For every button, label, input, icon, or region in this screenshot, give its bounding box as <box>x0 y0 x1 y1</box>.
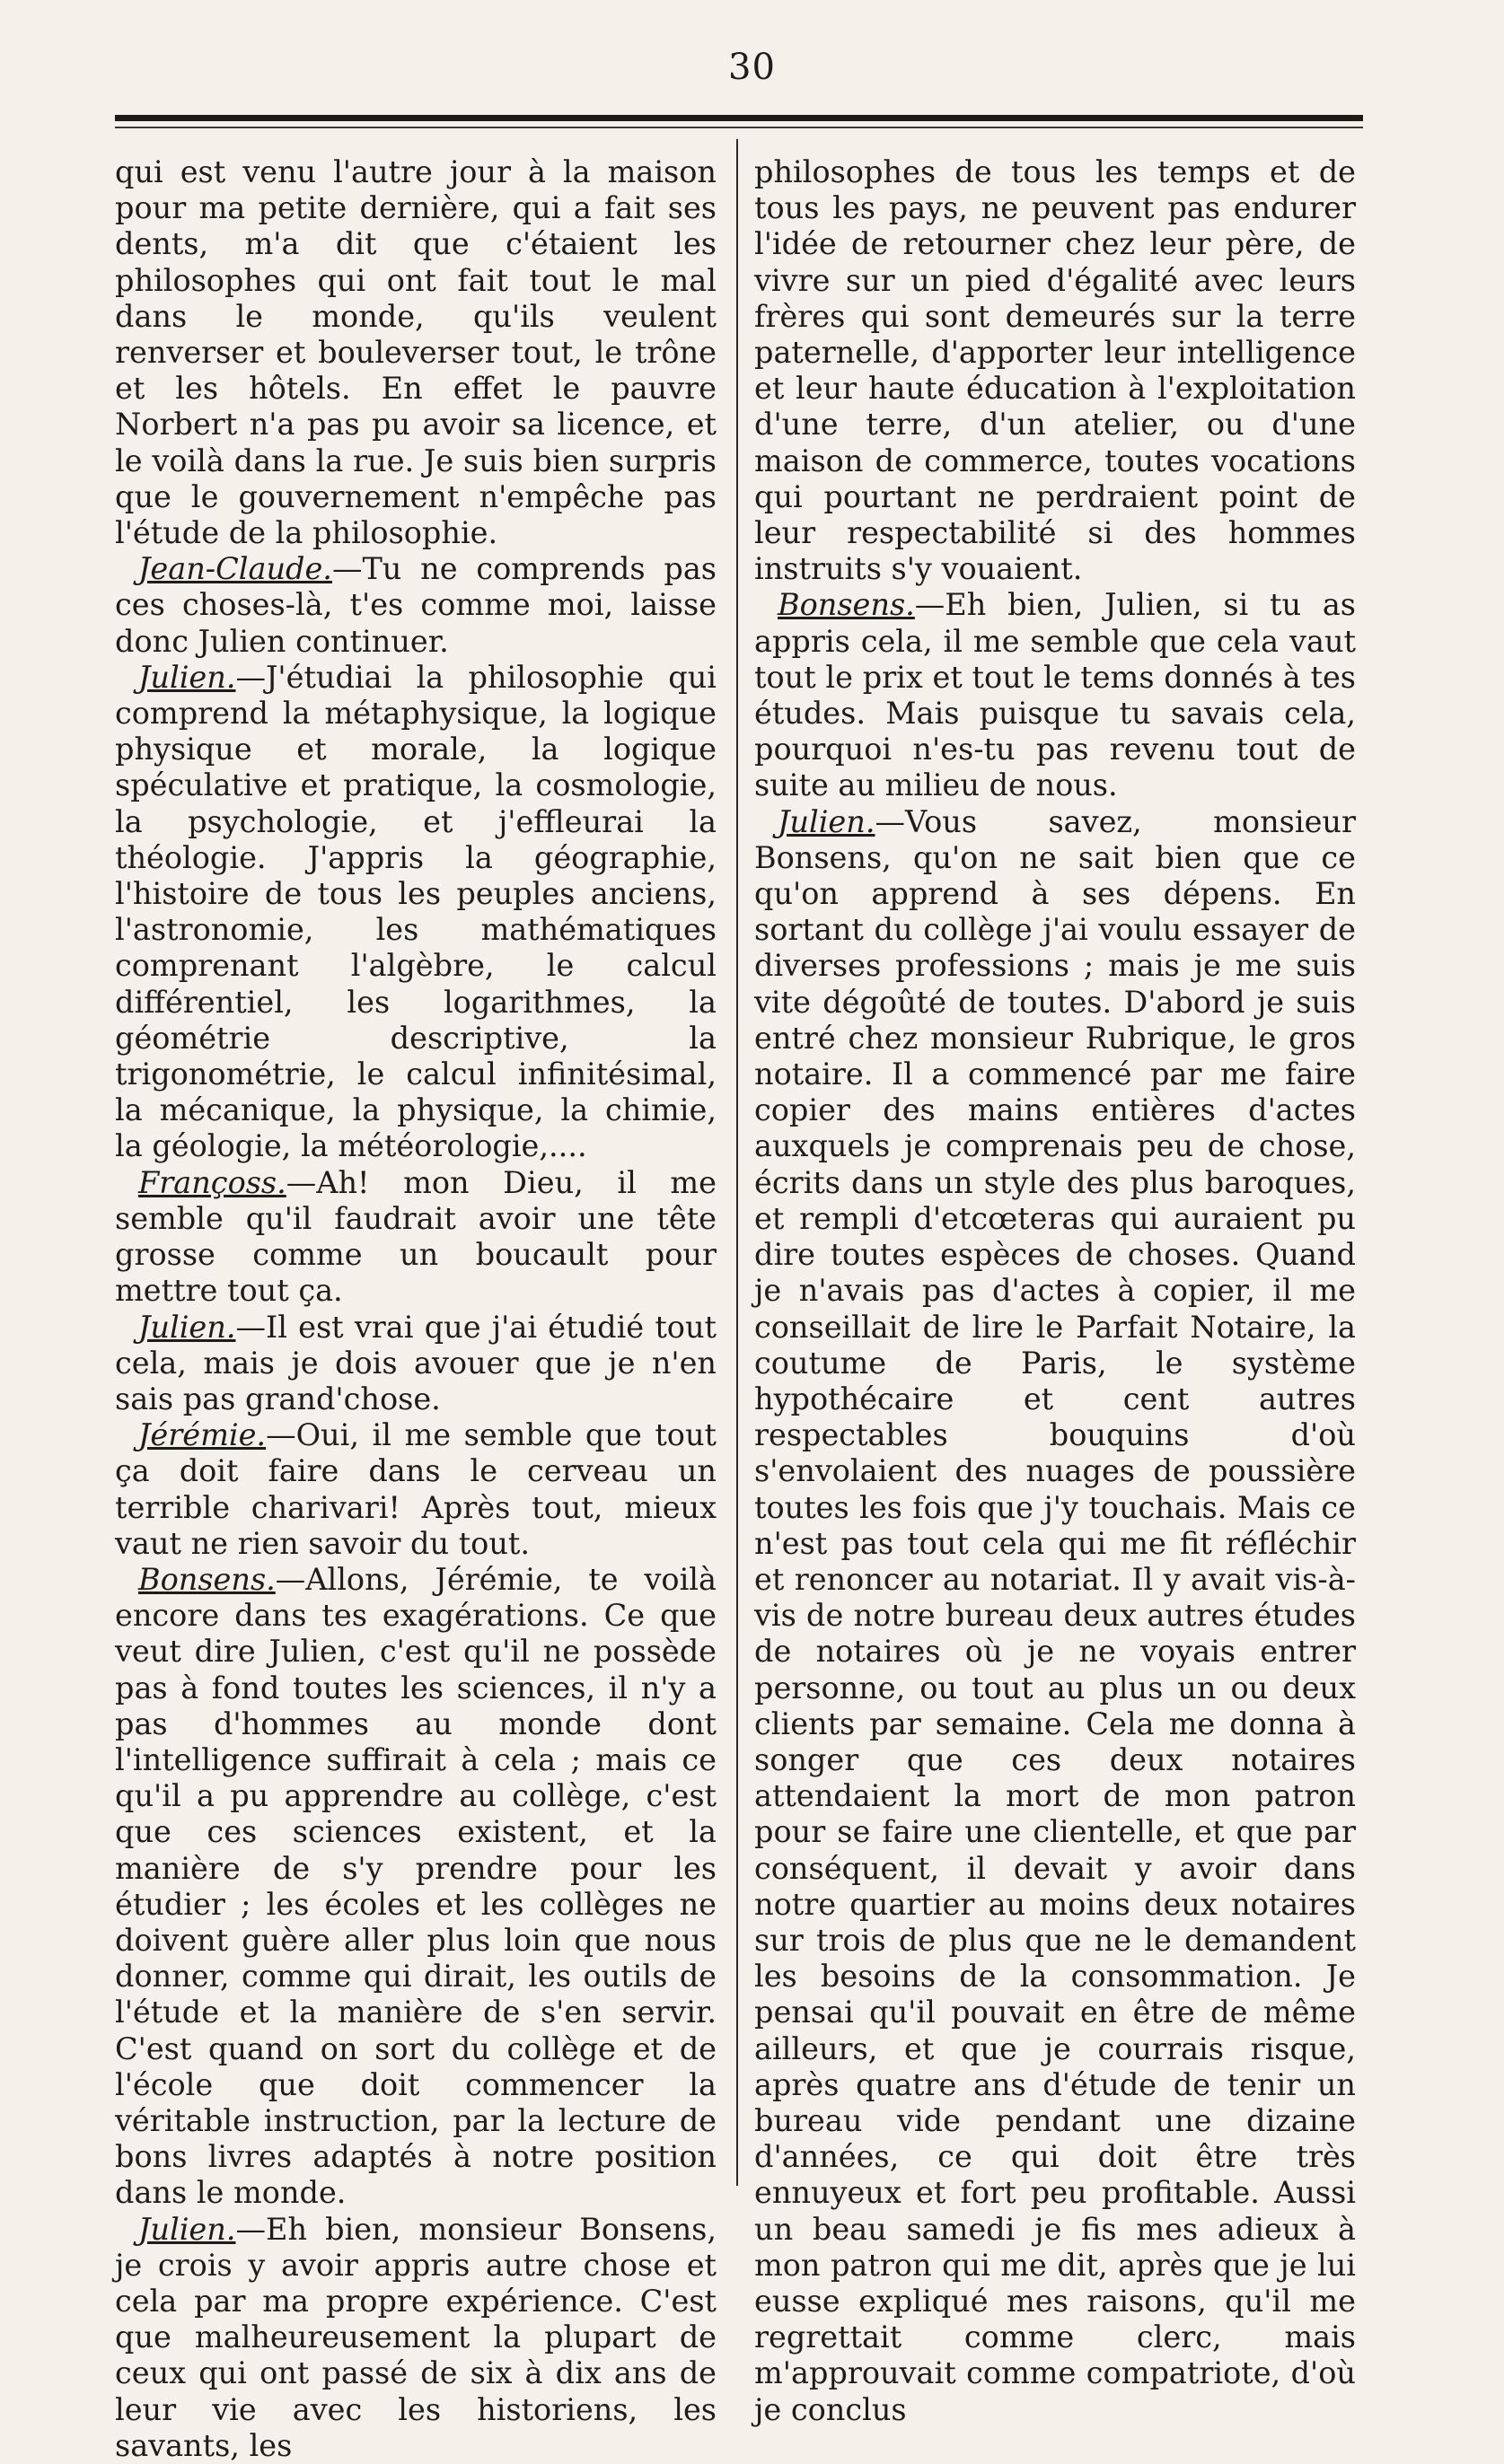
paragraph: Bonsens.—Eh bien, Julien, si tu as appris cela, il me semble que cela vaut tout le prix et tout le tems donnés à tes études. Mais puisque tu savais cela, pourquoi n'es-tu pas revenu tout de suite au milieu de nous. <box>754 587 1356 803</box>
speaker-name: Jérémie. <box>138 1417 267 1453</box>
speaker-name: Julien. <box>778 803 875 839</box>
speaker-name: Julien. <box>138 2211 236 2247</box>
paragraph: philosophes de tous les temps et de tous les pays, ne peuvent pas endurer l'idée de retourner chez leur père, de vivre sur un pied d'égalité avec leurs frères qui sont demeurés sur la terre paternelle, d'apporter leur intelligence et leur haute éducation à l'exploitation d'une terre, d'un atelier, ou d'une maison de commerce, toutes vocations qui pourtant ne perdraient point de leur respectabilité si des hommes instruits s'y vouaient. <box>754 154 1356 587</box>
speaker-name: Jean-Claude. <box>138 551 332 587</box>
speaker-name: Bonsens. <box>778 587 915 623</box>
right-column <box>754 154 1356 2428</box>
speaker-name: Françoss. <box>138 1164 286 1200</box>
header-rule-thin <box>115 127 1363 128</box>
paragraph: Bonsens.—Allons, Jérémie, te voilà encore dans tes exagérations. Ce que veut dire Julien, c'est qu'il ne possède pas à fond toutes les sciences, il n'y a pas d'hommes au monde dont l'intelligence suffirait à cela ; mais ce qu'il a pu apprendre au collège, c'est que ces sciences existent, et la manière de s'y prendre pour les étudier ; les écoles et les collèges ne doivent guère aller plus loin que nous donner, comme qui dirait, les outils de l'étude et la manière de s'en servir. C'est quand on sort du collège et de l'école que doit commencer la véritable instruction, par la lecture de bons livres adaptés à notre position dans le monde. <box>115 1561 717 2211</box>
speaker-name: Julien. <box>138 659 236 695</box>
header-rule <box>115 115 1363 121</box>
left-column <box>115 154 717 2464</box>
page-number: 30 <box>728 47 776 88</box>
paragraph: Françoss.—Ah! mon Dieu, il me semble qu'il faudrait avoir une tête grosse comme un boucault pour mettre tout ça. <box>115 1164 717 1309</box>
paragraph: Julien.—J'étudiai la philosophie qui comprend la métaphysique, la logique physique et morale, la logique spéculative et pratique, la cosmologie, la psychologie, et j'effleurai la théologie. J'appris la géographie, l'histoire de tous les peuples anciens, l'astronomie, les mathématiques comprenant l'algèbre, le calcul différentiel, les logarithmes, la géométrie descriptive, la trigonométrie, le calcul infinitésimal, la mécanique, la physique, la chimie, la géologie, la météorologie,.... <box>115 659 717 1164</box>
paragraph: Julien.—Il est vrai que j'ai étudié tout cela, mais je dois avouer que je n'en sais pas grand'chose. <box>115 1309 717 1416</box>
column-divider <box>736 139 738 2186</box>
paragraph: Julien.—Vous savez, monsieur Bonsens, qu'on ne sait bien que ce qu'on apprend à ses dépens. En sortant du collège j'ai voulu essayer de diverses professions ; mais je me suis vite dégoûté de toutes. D'abord je suis entré chez monsieur Rubrique, le gros notaire. Il a commencé par me faire copier des mains entières d'actes auxquels je comprenais peu de chose, écrits dans un style des plus baroques, et rempli d'etcœteras qui auraient pu dire toutes espèces de choses. Quand je n'avais pas d'actes à copier, il me conseillait de lire le Parfait Notaire, la coutume de Paris, le système hypothécaire et cent autres respectables bouquins d'où s'envolaient des nuages de poussière toutes les fois que j'y touchais. Mais ce n'est pas tout cela qui me fit réfléchir et renoncer au notariat. Il y avait vis-à-vis de notre bureau deux autres études de notaires où je ne voyais entrer personne, ou tout au plus un ou deux clients par semaine. Cela me donna à songer que ces deux notaires attendaient la mort de mon patron pour se faire une clientelle, et que par conséquent, il devait y avoir dans notre quartier au moins deux notaires sur trois de plus que ne le demandent les besoins de la consommation. Je pensai qu'il pouvait en être de même ailleurs, et que je courrais risque, après quatre ans d'étude de tenir un bureau vide pendant une dizaine d'années, ce qui doit être très ennuyeux et fort peu profitable. Aussi un beau samedi je fis mes adieux à mon patron qui me dit, après que je lui eusse expliqué mes raisons, qu'il me regrettait comme clerc, mais m'approuvait comme compatriote, d'où je conclus <box>754 803 1356 2427</box>
paragraph: Julien.—Eh bien, monsieur Bonsens, je crois y avoir appris autre chose et cela par ma propre expérience. C'est que malheureusement la plupart de ceux qui ont passé de six à dix ans de leur vie avec les historiens, les savants, les <box>115 2211 717 2463</box>
speaker-name: Julien. <box>138 1309 236 1345</box>
paragraph: Jérémie.—Oui, il me semble que tout ça doit faire dans le cerveau un terrible charivari! Après tout, mieux vaut ne rien savoir du tout. <box>115 1417 717 1561</box>
speaker-name: Bonsens. <box>138 1561 276 1597</box>
paragraph: Jean-Claude.—Tu ne comprends pas ces choses-là, t'es comme moi, laisse donc Julien continuer. <box>115 551 717 659</box>
paragraph: qui est venu l'autre jour à la maison pour ma petite dernière, qui a fait ses dents, m'a dit que c'étaient les philosophes qui ont fait tout le mal dans le monde, qu'ils veulent renverser et bouleverser tout, le trône et les hôtels. En effet le pauvre Norbert n'a pas pu avoir sa licence, et le voilà dans la rue. Je suis bien surpris que le gouvernement n'empêche pas l'étude de la philosophie. <box>115 154 717 551</box>
